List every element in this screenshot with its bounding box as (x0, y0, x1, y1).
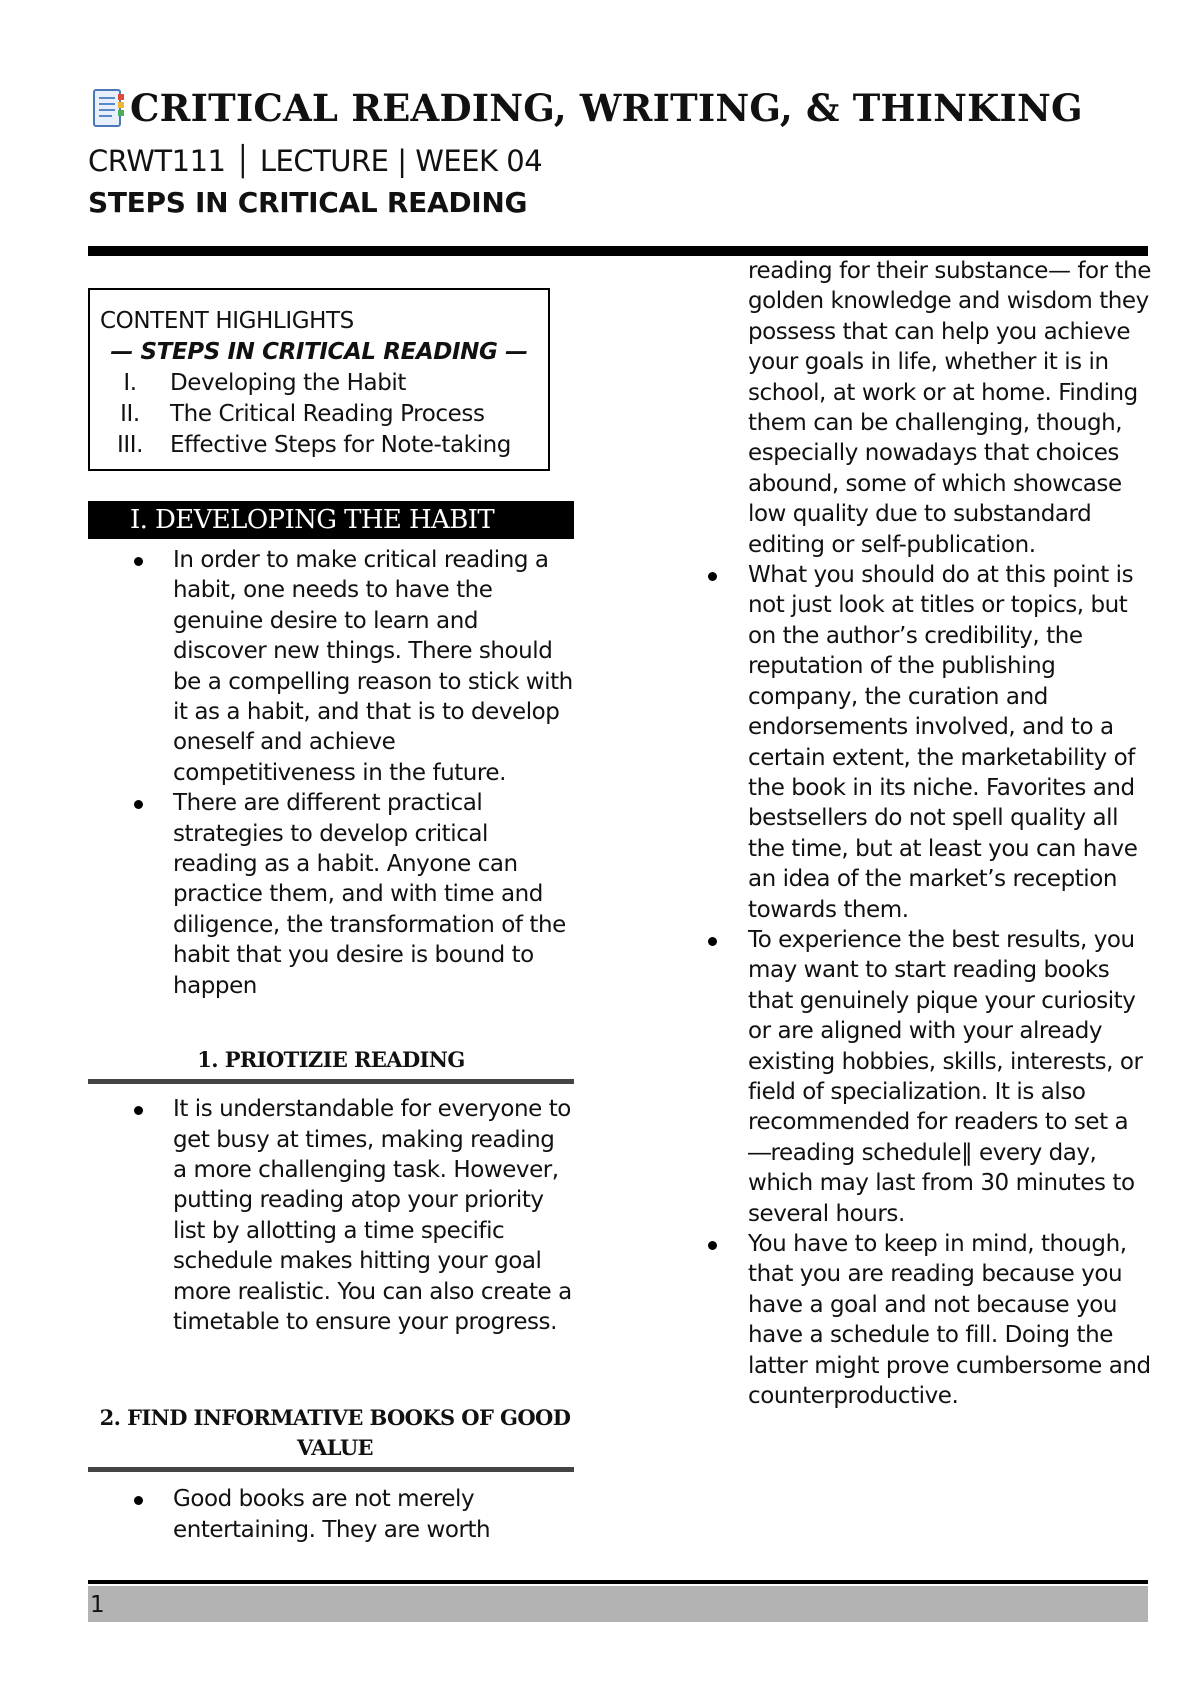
sub2-bullet-list (88, 1484, 574, 1545)
bullet-item: To experience the best results, you may want to start reading books that genuinely pique your curiosity or are aligned with your already existing hobbies, skills, interests, or field of specialization. It is also recommended for readers to set a ―reading schedule‖ every day, which may last from 30 minutes to several hours. (700, 925, 1160, 1229)
right-bullet-list (700, 560, 1160, 1411)
bullet-item: Good books are not merely entertaining. They are worth (88, 1484, 574, 1545)
header-divider (88, 246, 1148, 256)
course-line: CRWT111 │ LECTURE | WEEK 04 (88, 144, 543, 178)
topic-heading: STEPS IN CRITICAL READING (88, 186, 528, 219)
highlight-item (100, 399, 538, 430)
highlight-text: The Critical Reading Process (170, 401, 485, 427)
notebook-icon (88, 86, 128, 130)
highlight-number: III. (116, 432, 144, 458)
highlight-item (100, 430, 538, 461)
highlights-label: CONTENT HIGHLIGHTS (100, 308, 354, 334)
section-banner-developing-habit: I. DEVELOPING THE HABIT (88, 501, 574, 539)
subheading-find-books: 2. FIND INFORMATIVE BOOKS OF GOOD VALUE (88, 1403, 574, 1472)
subheading-prioritize-reading: 1. PRIOTIZIE READING (88, 1045, 574, 1084)
sub1-bullet-list (88, 1094, 574, 1337)
highlight-text: Developing the Habit (170, 370, 407, 396)
document-title-text: CRITICAL READING, WRITING, & THINKING (130, 86, 1083, 130)
highlights-subtitle: — STEPS IN CRITICAL READING — (110, 339, 528, 365)
bullet-item: It is understandable for everyone to get busy at times, making reading a more challenging task. However, putting reading atop your priority list by allotting a time specific schedule makes hitting your goal more realistic. You can also create a timetable to ensure your progress. (88, 1094, 574, 1337)
page-footer (88, 1586, 1148, 1622)
bullet-item: There are different practical strategies to develop critical reading as a habit. Anyone can practice them, and with time and diligence, the transformation of the habit that you desire is bound to happen (88, 788, 574, 1001)
bullet-item: What you should do at this point is not just look at titles or topics, but on the author’s credibility, the reputation of the publishing company, the curation and endorsements involved, and to a certain extent, the marketability of the book in its niche. Favorites and bestsellers do not spell quality all the time, but at least you can have an idea of the market’s reception towards them. (700, 560, 1160, 925)
document-title (88, 86, 1148, 130)
section1-bullet-list (88, 545, 574, 1001)
footer-divider (88, 1580, 1148, 1584)
bullet-item: You have to keep in mind, though, that you are reading because you have a goal and not because you have a schedule to fill. Doing the latter might prove cumbersome and counterproductive. (700, 1229, 1160, 1411)
right-column (700, 256, 1160, 1411)
page-number: 1 (90, 1592, 105, 1618)
highlight-item (100, 368, 538, 399)
content-highlights-box (88, 288, 550, 471)
highlight-number: I. (123, 370, 137, 396)
left-column (88, 262, 574, 1545)
document-header (88, 86, 1148, 219)
highlight-text: Effective Steps for Note-taking (170, 432, 511, 458)
bullet-item: In order to make critical reading a habit, one needs to have the genuine desire to learn and discover new things. There should be a compelling reason to stick with it as a habit, and that is to develop oneself and achieve competitiveness in the future. (88, 545, 574, 788)
highlight-number: II. (120, 401, 140, 427)
continued-paragraph: reading for their substance— for the golden knowledge and wisdom they possess that can help you achieve your goals in life, whether it is in school, at work or at home. Finding them can be challenging, though, especially nowadays that choices abound, some of which showcase low quality due to substandard editing or self-publication. (748, 258, 1151, 558)
